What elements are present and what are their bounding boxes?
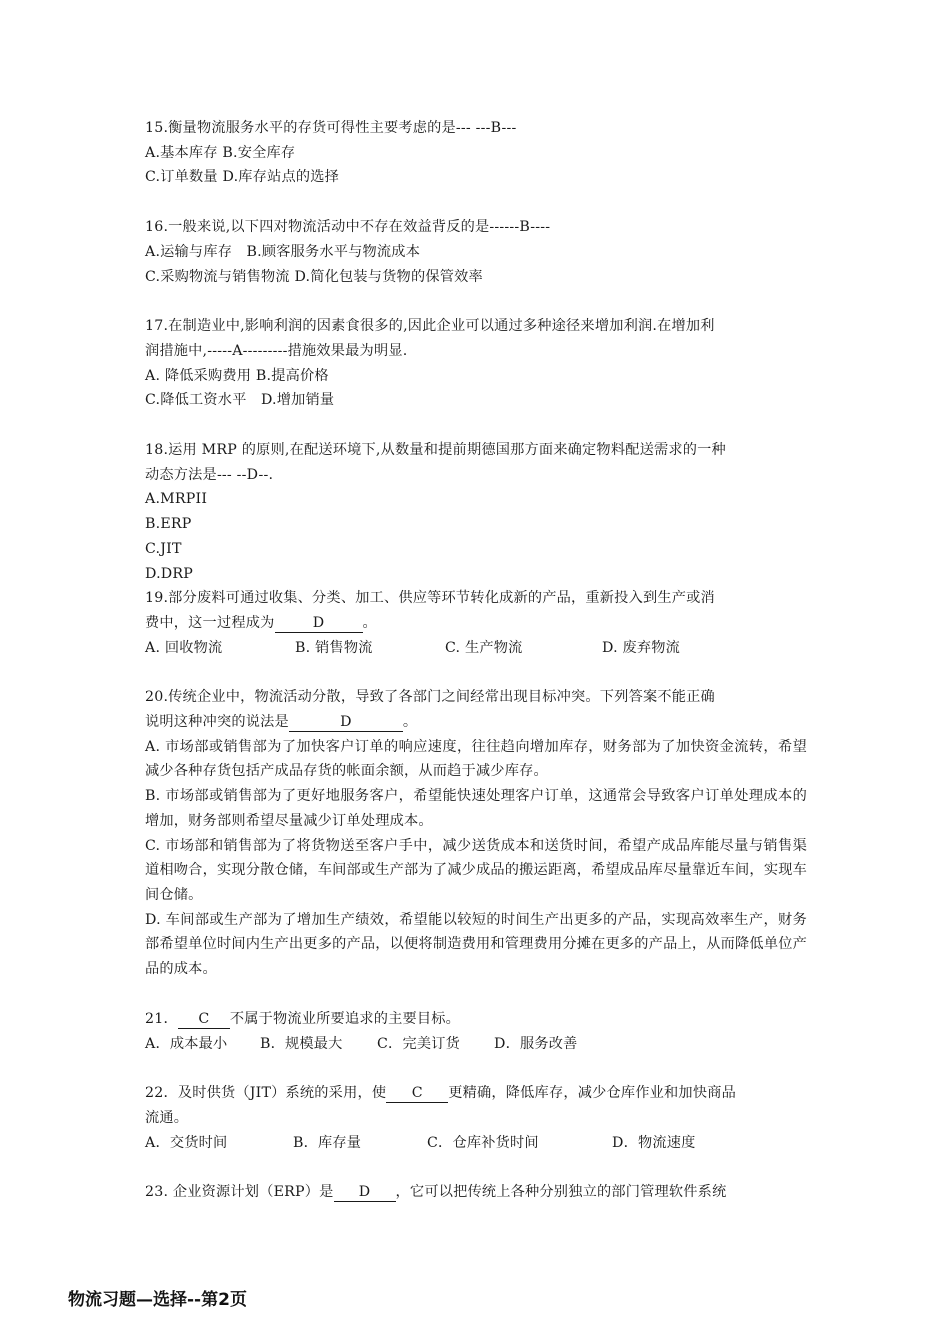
stem-text: 22．及时供货（JIT）系统的采用，使 (145, 1085, 387, 1102)
stem-text: 。 (362, 614, 377, 631)
question-stem: 动态方法是--- --D--. (145, 466, 274, 483)
option-a: A.MRPII (145, 491, 208, 508)
option-c: C.JIT (145, 540, 182, 557)
option-b: B.ERP (145, 516, 192, 533)
option-b: B．规模最大 (260, 1035, 343, 1052)
option-line (145, 1032, 807, 1057)
option-d: D.DRP (145, 565, 193, 582)
option-c: C. 生产物流 (445, 639, 523, 656)
option-d: D. 废弃物流 (602, 639, 681, 656)
question-16 (145, 215, 807, 289)
option-a: A．成本最小 (145, 1035, 228, 1052)
answer-blank: C (386, 1084, 448, 1103)
question-stem: 19.部分废料可通过收集、分类、加工、供应等环节转化成新的产品，重新投入到生产或消 (145, 590, 715, 607)
question-20 (145, 685, 807, 981)
question-stem (145, 1180, 807, 1205)
question-19 (145, 586, 807, 660)
question-stem (145, 1081, 807, 1106)
question-21 (145, 1007, 807, 1056)
question-15 (145, 116, 807, 190)
option-d: D．物流速度 (612, 1134, 696, 1151)
question-18 (145, 438, 807, 586)
question-stem: 流通。 (145, 1109, 189, 1126)
option-line (145, 1131, 807, 1156)
stem-text: 费中，这一过程成为 (145, 614, 275, 631)
option-c: C. 市场部和销售部为了将货物送至客户手中，减少送货成本和送货时间，希望产成品库能尽量与销售渠道相吻合，实现分散仓储，车间部或生产部为了减少成品的搬运距离，希望成品库尽量靠近车间，实现车间仓储。 (145, 837, 807, 903)
option-a: A．交货时间 (145, 1134, 228, 1151)
option-b: B．库存量 (293, 1134, 362, 1151)
page-footer: 物流习题—选择--第2页 (68, 1290, 247, 1310)
option-a: A. 回收物流 (145, 639, 223, 656)
question-stem (145, 710, 807, 735)
stem-text: 更精确，降低库存，减少仓库作业和加快商品 (448, 1085, 736, 1102)
document-body (145, 116, 807, 1230)
question-17 (145, 314, 807, 413)
stem-text: ，它可以把传统上各种分别独立的部门管理软件系统 (395, 1184, 727, 1201)
question-stem: 20.传统企业中，物流活动分散，导致了各部门之间经常出现目标冲突。下列答案不能正确 (145, 689, 715, 706)
option-line: C.订单数量 D.库存站点的选择 (145, 169, 340, 186)
option-c: C．仓库补货时间 (427, 1134, 539, 1151)
option-line: A.基本库存 B.安全库存 (145, 144, 296, 161)
answer-blank: D (334, 1183, 396, 1202)
question-stem: 15.衡量物流服务水平的存货可得性主要考虑的是--- ---B--- (145, 120, 517, 136)
option-line: C.采购物流与销售物流 D.简化包装与货物的保管效率 (145, 268, 483, 285)
option-line: C.降低工资水平 D.增加销量 (145, 392, 335, 409)
stem-text: 23. 企业资源计划（ERP）是 (145, 1184, 334, 1201)
answer-blank: D (275, 614, 363, 633)
stem-text: 不属于物流业所要追求的主要目标。 (229, 1010, 461, 1027)
question-stem: 17.在制造业中,影响利润的因素食很多的,因此企业可以通过多种途径来增加利润.在增加利 (145, 318, 715, 335)
answer-blank: D (289, 713, 403, 732)
stem-text: 说明这种冲突的说法是 (145, 714, 289, 731)
option-a: A. 市场部或销售部为了加快客户订单的响应速度，往往趋向增加库存，财务部为了加快资金流转，希望减少各种存货包括产成品存货的帐面余额，从而趋于减少库存。 (145, 738, 807, 780)
option-line (145, 636, 807, 661)
option-b: B. 销售物流 (295, 639, 373, 656)
option-d: D. 车间部或生产部为了增加生产绩效，希望能以较短的时间生产出更多的产品，实现高效率生产，财务部希望单位时间内生产出更多的产品，以便将制造费用和管理费用分摊在更多的产品上，从而降低单位产品的成本。 (145, 911, 807, 978)
question-stem: 16.一般来说,以下四对物流活动中不存在效益背反的是------B---- (145, 219, 551, 236)
question-23 (145, 1180, 807, 1205)
answer-blank: C (178, 1010, 230, 1029)
question-stem: 润措施中,-----A---------措施效果最为明显. (145, 342, 408, 359)
option-b: B. 市场部或销售部为了更好地服务客户，希望能快速处理客户订单，这通常会导致客户订单处理成本的增加，财务部则希望尽量减少订单处理成本。 (145, 788, 807, 829)
stem-text: 。 (402, 714, 418, 731)
option-line: A. 降低采购费用 B.提高价格 (145, 367, 329, 384)
question-stem: 18.运用 MRP 的原则,在配送环境下,从数量和提前期德国那方面来确定物料配送需求的一种 (145, 442, 726, 459)
option-c: C．完美订货 (377, 1035, 460, 1052)
option-line: A.运输与库存 B.顾客服务水平与物流成本 (145, 243, 421, 260)
question-22 (145, 1081, 807, 1155)
question-number: 21． (145, 1010, 178, 1027)
question-stem (145, 1007, 807, 1032)
option-d: D．服务改善 (494, 1035, 578, 1052)
question-stem (145, 611, 807, 636)
